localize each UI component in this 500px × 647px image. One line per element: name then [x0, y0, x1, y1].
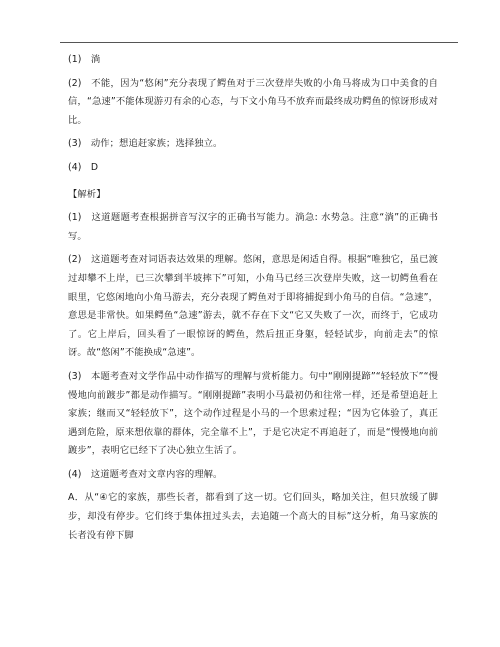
answer-4: (4) D — [68, 161, 99, 173]
analysis-paragraph-5: A．从“④它的家族，那些长者，都看到了这一切。它们回头，略加关注，但只放缓了脚步，却没有停步。它们终于集体扭过头去，去追随一个高大的目标”这分析，角马家族的长者没有停下脚 — [68, 492, 438, 541]
answer-3: (3) 动作；想追赶家族；选择独立。 — [68, 138, 223, 150]
analysis-paragraph-1: (1) 这道题题考查根据拼音写汉字的正确书写能力。淌急: 水势急。注意“淌”的正确书写。 — [68, 212, 438, 242]
analysis-paragraph-4: (4) 这道题考查对文章内容的理解。 — [68, 468, 223, 480]
analysis-heading: 【解析】 — [68, 188, 106, 200]
analysis-paragraph-2: (2) 这道题考查对词语表达效果的理解。悠闲，意思是闲适自得。根据“唯独它，虽已渡过却攀不上岸，已三次攀到半坡摔下”可知，小角马已经三次登岸失败，这一切鳄鱼看在眼里，它悠闲地向小角马游去，充分表现了鳄鱼对于即将捕捉到小角马的自信。“急速”，意思是非常快。如果鳄鱼“急速”游去，就不存在下文“它又失败了一次，而终于，它成功了。它上岸后，回头看了一眼惊讶的鳄鱼，然后扭正身躯，轻轻试步，向前走去”的惊讶。故“悠闲”不能换成“急速”。 — [68, 254, 438, 359]
top-divider — [60, 42, 458, 43]
answer-1: (1) 淌 — [68, 54, 101, 65]
document-body — [68, 46, 438, 545]
answer-2: (2) 不能，因为“悠闲”充分表现了鳄鱼对于三次登岸失败的小角马将成为口中美食的自信，“急速”不能体现游刃有余的心态，与下文小角马不放弃而最终成功鳄鱼的惊讶形成对比。 — [68, 77, 438, 126]
analysis-paragraph-3: (3) 本题考查对文学作品中动作描写的理解与赏析能力。句中“刚刚提蹄”“轻轻放下”“慢慢地向前踱步”都是动作描写。“刚刚提蹄”表明小马最初仍和往常一样，还是希望追赶上家族；继而又“轻轻放下”，这个动作过程是小马的一个思索过程；“因为它体验了，真正遇到危险，原来想依靠的群体，完全靠不上”，于是它决定不再追赶了，而是“慢慢地向前踱步”，表明它已经下了决心独立生活了。 — [68, 370, 438, 457]
